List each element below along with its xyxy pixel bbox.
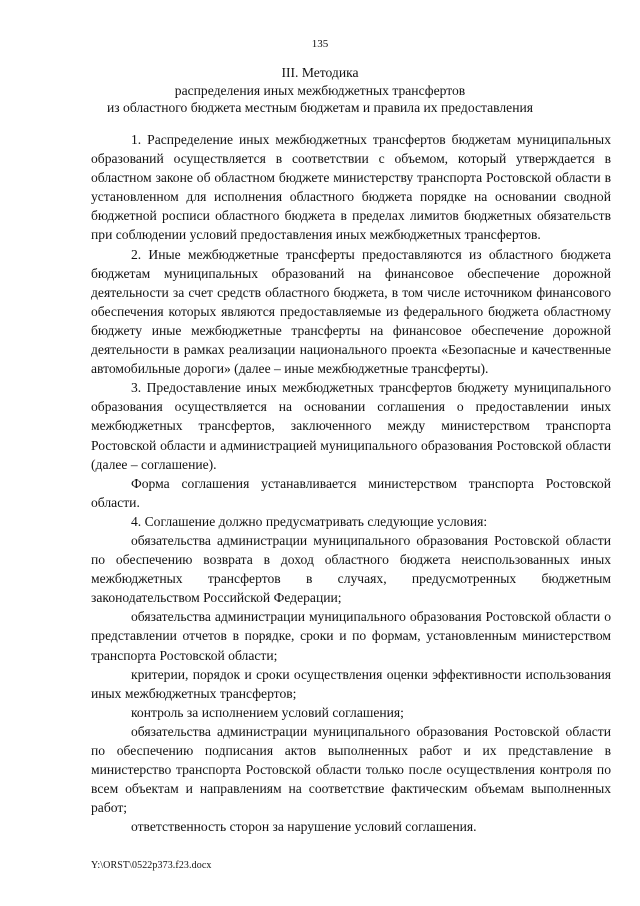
heading-line-1: III. Методика xyxy=(281,65,359,80)
condition-acts-signing: обязательства администрации муниципального образования Ростовской области по обеспечению подписания актов выполненных работ и их представление в министерство транспорта Ростовской области только после осуществления контроля по всем объектам и направлениям на соответствие фактическим объемам выполненных работ; xyxy=(91,723,611,816)
paragraph-2: 2. Иные межбюджетные трансферты предоставляются из областного бюджета бюджетам муниципальных образований на финансовое обеспечение дорожной деятельности за счет средств областного бюджета, в том числе источником финансового обеспечения которых являются предоставляемые из федерального бюджета областному бюджету иные межбюджетные трансферты на финансовое обеспечение дорожной деятельности в рамках реализации национального проекта «Безопасные и качественные автомобильные дороги» (далее – иные межбюджетные трансферты). xyxy=(91,246,611,377)
condition-responsibility: ответственность сторон за нарушение условий соглашения. xyxy=(131,819,477,835)
document-body xyxy=(91,130,611,836)
condition-efficiency-criteria: критерии, порядок и сроки осуществления оценки эффективности использования иных межбюджетных трансфертов; xyxy=(91,666,611,701)
page-number: 135 xyxy=(311,38,329,50)
paragraph-4: 4. Соглашение должно предусматривать следующие условия: xyxy=(131,513,488,529)
paragraph-3: 3. Предоставление иных межбюджетных трансфертов бюджету муниципального образования осуществляется на основании соглашения о предоставлении иных межбюджетных трансфертов, заключенного между министерством транспорта Ростовской области и администрацией муниципального образования Ростовской области (далее – соглашение). xyxy=(91,380,611,472)
heading-line-3: из областного бюджета местным бюджетам и правила их предоставления xyxy=(106,100,533,115)
condition-reports: обязательства администрации муниципального образования Ростовской области о представлении отчетов в порядке, сроки и по формам, установленным министерством транспорта Ростовской области; xyxy=(91,609,611,663)
paragraph-agreement-form: Форма соглашения устанавливается министерством транспорта Ростовской области. xyxy=(91,475,611,510)
condition-control: контроль за исполнением условий соглашения; xyxy=(131,704,404,720)
section-heading xyxy=(60,64,580,117)
file-path-footer: Y:\ORST\0522p373.f23.docx xyxy=(91,860,212,871)
paragraph-1: 1. Распределение иных межбюджетных трансфертов бюджетам муниципальных образований осуществляется в соответствии с объемом, который утверждается в областном законе об областном бюджете министерству транспорта Ростовской области в установленном для исполнения областного бюджета порядке на основании сводной бюджетной росписи областного бюджета в пределах лимитов бюджетных обязательств при соблюдении условий предоставления иных межбюджетных трансфертов. xyxy=(91,132,611,243)
heading-line-2: распределения иных межбюджетных трансфертов xyxy=(174,82,466,98)
condition-return-funds: обязательства администрации муниципального образования Ростовской области по обеспечению возврата в доход областного бюджета неиспользованных иных межбюджетных трансфертов в случаях, предусмотренных бюджетным законодательством Российской Федерации; xyxy=(91,532,611,606)
